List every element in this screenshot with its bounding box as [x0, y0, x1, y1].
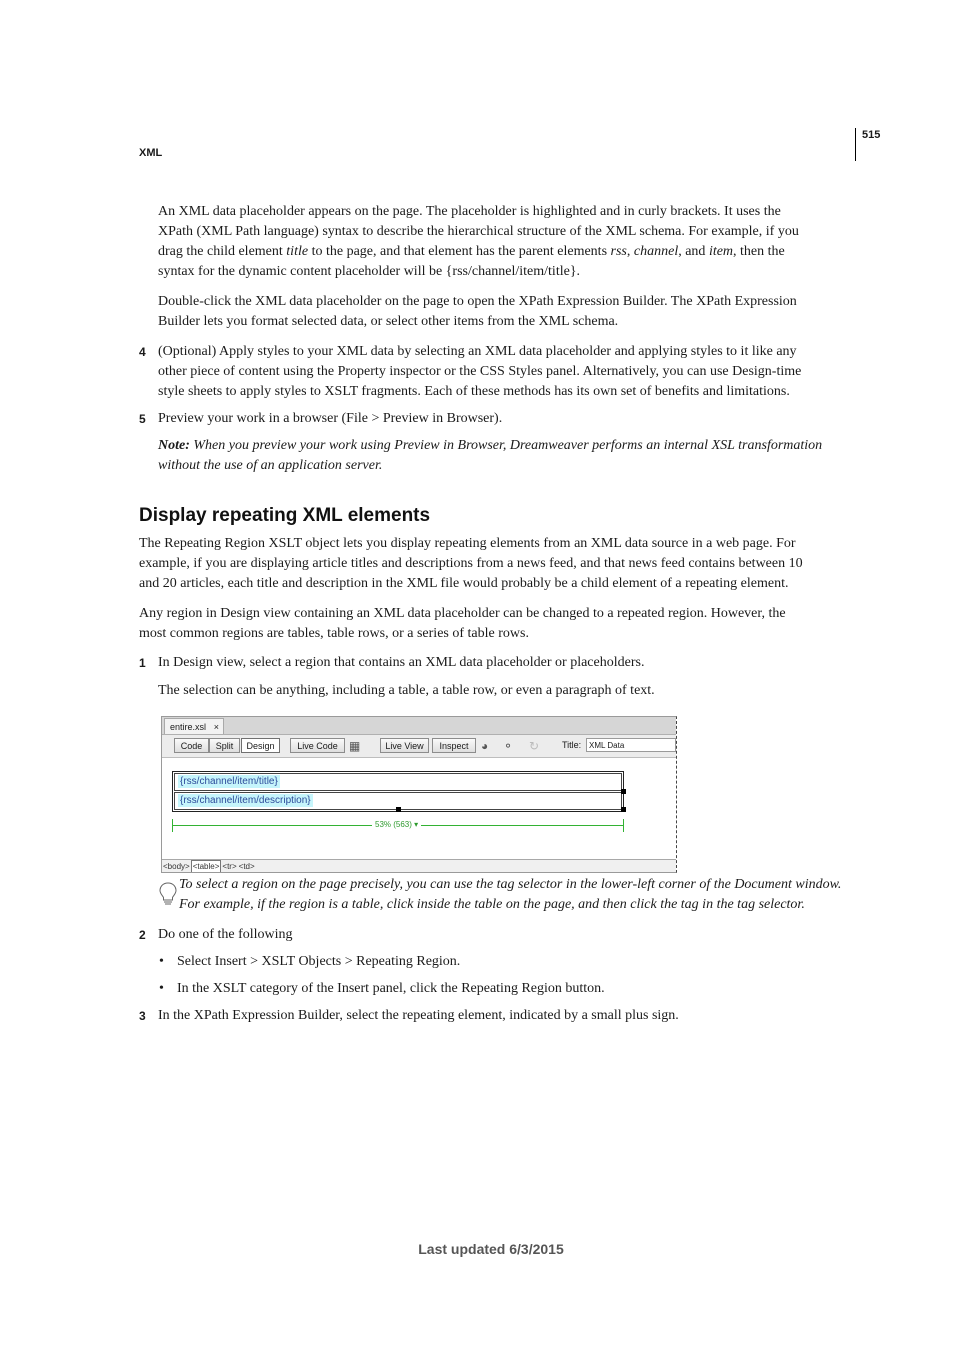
text-line: Double-click the XML data placeholder on the page to open the XPath Expression Builder. The XPath Expression: [158, 294, 797, 309]
step-number: 5: [139, 412, 146, 426]
text-line: To select a region on the page precisely, you can use the tag selector in the lower-left corner of the Document window.: [179, 877, 842, 892]
step-3-text: In the XPath Expression Builder, select the repeating element, indicated by a small plus sign.: [158, 1008, 679, 1023]
document-toolbar: [162, 735, 676, 758]
step-2-text: Do one of the following: [158, 927, 293, 942]
bullet-item: In the XSLT category of the Insert panel, click the Repeating Region button.: [177, 981, 605, 996]
table-width-guide: [172, 816, 624, 830]
text-line: most common regions are tables, table rows, or a series of table rows.: [139, 626, 529, 641]
footer-last-updated: Last updated 6/3/2015: [418, 1241, 564, 1257]
tag-td[interactable]: <td>: [238, 862, 255, 871]
resize-handle[interactable]: [396, 807, 401, 812]
document-tab[interactable]: [164, 718, 224, 734]
step-5-text: Preview your work in a browser (File > Preview in Browser).: [158, 411, 503, 426]
text-line: XPath (XML Path language) syntax to describe the hierarchical structure of the XML schema. For example, if you: [158, 224, 799, 239]
paragraph-xpath-builder: [158, 292, 858, 332]
selected-table[interactable]: [172, 771, 624, 812]
tag-selector: [162, 859, 676, 873]
note: [158, 436, 858, 476]
document-tab-bar: [162, 717, 676, 735]
table-width-label[interactable]: 53% (563) ▾: [372, 819, 421, 831]
tag-tr[interactable]: <tr>: [222, 862, 237, 871]
text-line: (Optional) Apply styles to your XML data by selecting an XML data placeholder and applying styles to it like any: [158, 344, 797, 359]
resize-handle[interactable]: [621, 789, 626, 794]
tip: [179, 875, 859, 915]
xml-placeholder-title[interactable]: {rss/channel/item/title}: [180, 776, 278, 787]
page-number: 515: [862, 129, 881, 141]
text-line: Any region in Design view containing an XML data placeholder can be changed to a repeated region. However, the: [139, 606, 786, 621]
table-row[interactable]: [174, 773, 622, 791]
text-line: style sheets to apply styles to XSLT fragments. Each of these methods has its own set of benefits and limitations.: [158, 384, 790, 399]
paragraph-repeating-region: [139, 534, 859, 594]
text-line: Note: When you preview your work using Preview in Browser, Dreamweaver performs an internal XSL transformation: [158, 438, 823, 453]
resize-handle[interactable]: [621, 807, 626, 812]
paragraph-design-view-regions: [139, 604, 859, 644]
step-number: 1: [139, 656, 146, 670]
document-title-input[interactable]: XML Data: [586, 738, 676, 752]
paragraph-placeholder-intro: [158, 202, 858, 282]
text-line: and 20 articles, each title and description in the XML file would probably be a child element of a repeating element.: [139, 576, 789, 591]
bullet-item: Select Insert > XSLT Objects > Repeating Region.: [177, 954, 461, 969]
browser-preview-icon[interactable]: ⚬: [503, 739, 514, 753]
inspect-button[interactable]: Inspect: [432, 738, 476, 753]
header-rule: [855, 128, 856, 161]
text-line: For example, if the region is a table, click inside the table on the page, and then click the tag in the tag selector.: [179, 897, 805, 912]
text-line: without the use of an application server.: [158, 458, 383, 473]
document-tab-label: entire.xsl: [170, 722, 207, 732]
check-page-icon[interactable]: ▦: [349, 739, 361, 753]
split-view-button[interactable]: Split: [209, 738, 240, 753]
live-code-button[interactable]: Live Code: [290, 738, 345, 753]
note-label: Note:: [158, 438, 190, 453]
globe-icon[interactable]: ◕: [481, 739, 489, 753]
text-line: syntax for the dynamic content placeholder will be {rss/channel/item/title}.: [158, 264, 581, 279]
close-icon[interactable]: ×: [213, 722, 219, 732]
text-line: other piece of content using the Property inspector or the CSS Styles panel. Alternatively, you can use Design-time: [158, 364, 802, 379]
text-line: The Repeating Region XSLT object lets you display repeating elements from an XML data source in a web page. For: [139, 536, 796, 551]
title-label: Title:: [562, 740, 582, 750]
design-view-button[interactable]: Design: [241, 738, 280, 753]
section-heading: Display repeating XML elements: [139, 505, 431, 526]
code-view-button[interactable]: Code: [174, 738, 209, 753]
refresh-icon[interactable]: ↻: [529, 739, 540, 753]
live-view-button[interactable]: Live View: [380, 738, 429, 753]
design-view: [162, 758, 676, 859]
tag-table[interactable]: <table>: [191, 860, 222, 873]
step-1-text: In Design view, select a region that contains an XML data placeholder or placeholders.: [158, 655, 645, 670]
step-number: 2: [139, 928, 146, 942]
step-number: 4: [139, 345, 146, 359]
text-line: An XML data placeholder appears on the page. The placeholder is highlighted and in curly brackets. It uses the: [158, 204, 781, 219]
step-number: 3: [139, 1009, 146, 1023]
text-line: Builder lets you format selected data, or select other items from the XML schema.: [158, 314, 619, 329]
step-1-subtext: The selection can be anything, including a table, a table row, or even a paragraph of text.: [158, 683, 655, 698]
section-title: XML: [139, 147, 163, 159]
bullet-marker: •: [159, 954, 164, 969]
text-line: example, if you are displaying article titles and descriptions from a news feed, and that news feed contains between 10: [139, 556, 803, 571]
text-line: drag the child element title to the page, and that element has the parent elements rss, channel, and item, then the: [158, 244, 785, 259]
bullet-marker: •: [159, 981, 164, 996]
step-4-text: [158, 342, 858, 402]
dreamweaver-screenshot: [161, 716, 677, 873]
xml-placeholder-description[interactable]: {rss/channel/item/description}: [180, 795, 311, 806]
tag-body[interactable]: <body>: [163, 862, 190, 871]
lightbulb-icon: [158, 881, 178, 907]
